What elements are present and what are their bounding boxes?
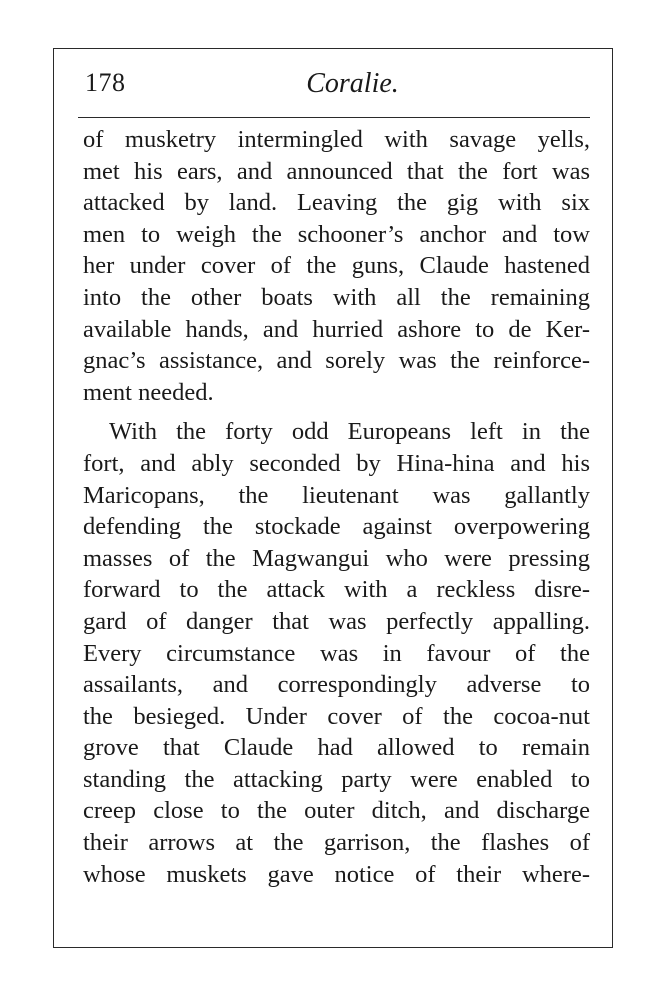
text-line: Every circumstance was in favour of the [83, 639, 590, 667]
text-line: the besieged. Under cover of the cocoa-nut [83, 702, 590, 730]
text-line: into the other boats with all the remaining [83, 283, 590, 311]
page-header [85, 68, 590, 112]
text-line: assailants, and correspondingly adverse to [83, 671, 590, 699]
paragraph-1 [83, 124, 590, 408]
text-line: fort, and ably seconded by Hina-hina and his [83, 449, 590, 477]
text-line: whose muskets gave notice of their where- [83, 860, 590, 888]
text-line: masses of the Magwangui who were pressing [83, 544, 590, 572]
text-line: Maricopans, the lieutenant was gallantly [83, 481, 590, 509]
text-line: ment needed. [83, 378, 214, 406]
running-title: Coralie. [306, 68, 399, 99]
text-line: gard of danger that was perfectly appalling. [83, 607, 590, 635]
text-line: of musketry intermingled with savage yells, [83, 126, 590, 153]
text-line: her under cover of the guns, Claude hastened [83, 252, 590, 280]
body-text [83, 124, 590, 890]
text-line: met his ears, and announced that the fort was [83, 157, 590, 185]
text-line: available hands, and hurried ashore to de Ker- [83, 315, 590, 343]
text-line: defending the stockade against overpowering [83, 513, 590, 541]
page-number: 178 [85, 68, 126, 97]
text-line: forward to the attack with a reckless disre- [83, 576, 590, 604]
text-line: With the forty odd Europeans left in the [109, 418, 590, 446]
text-line: creep close to the outer ditch, and discharge [83, 797, 590, 825]
text-line: grove that Claude had allowed to remain [83, 734, 590, 762]
text-line: their arrows at the garrison, the flashes of [83, 829, 590, 857]
header-rule [78, 117, 590, 118]
text-line: men to weigh the schooner’s anchor and tow [83, 220, 590, 248]
paragraph-2 [83, 416, 590, 890]
text-line: standing the attacking party were enabled to [83, 765, 590, 793]
text-line: attacked by land. Leaving the gig with six [83, 189, 590, 217]
text-line: gnac’s assistance, and sorely was the reinforce- [83, 347, 590, 375]
